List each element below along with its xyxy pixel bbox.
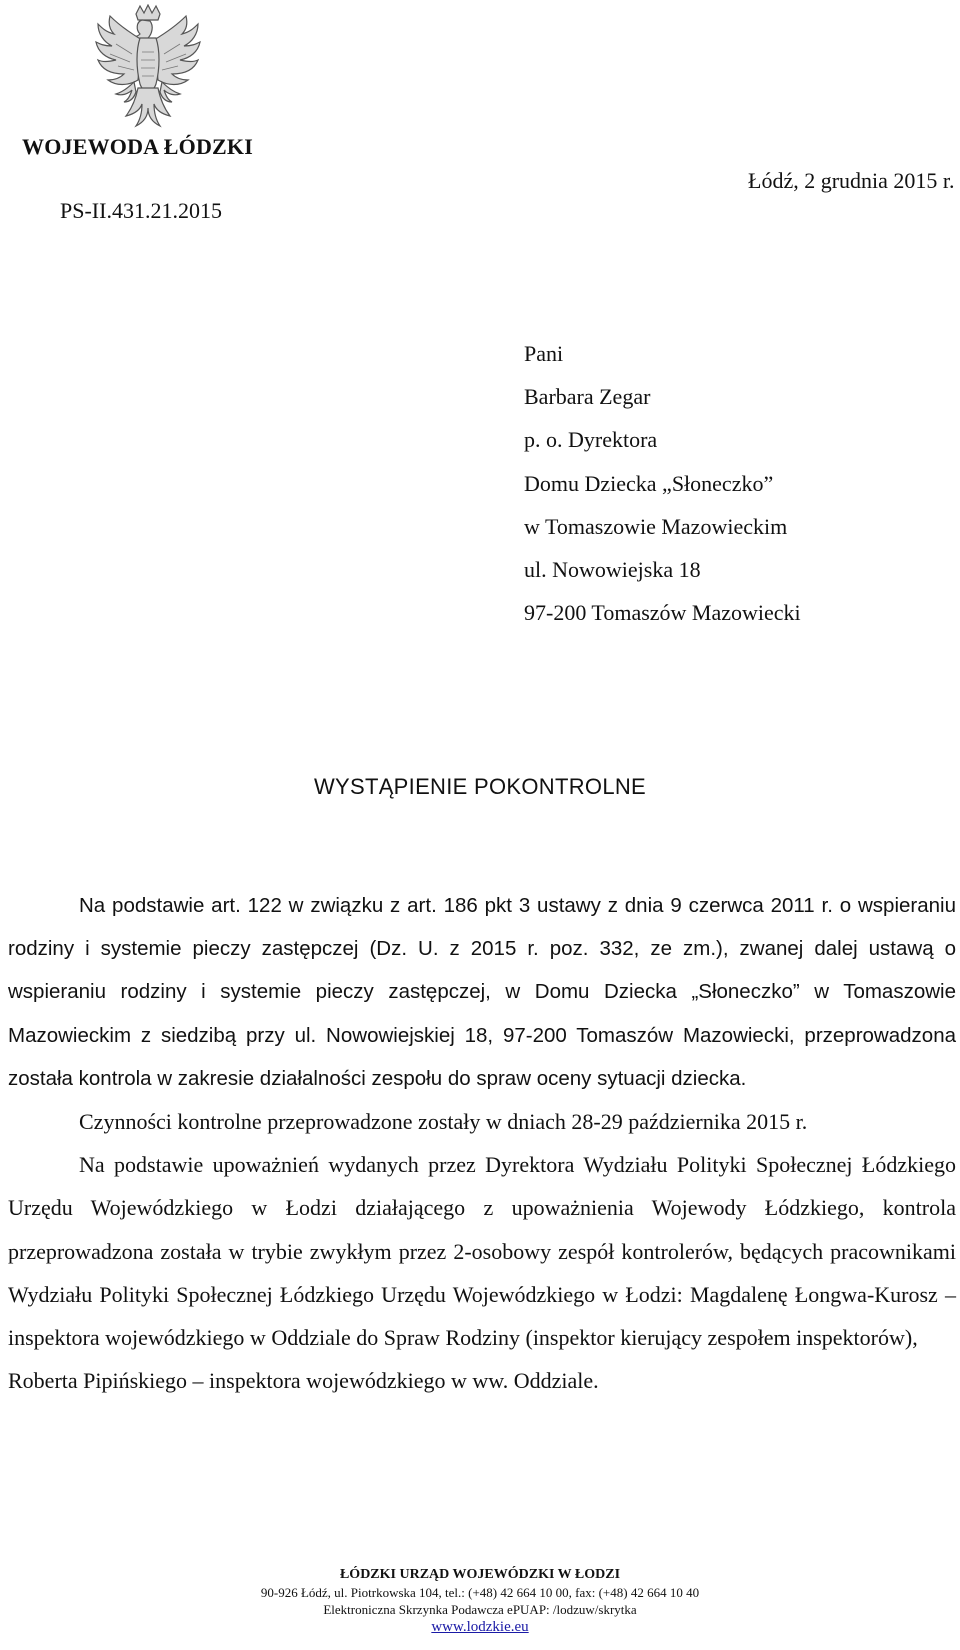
body-paragraph: Na podstawie upoważnień wydanych przez Dyrektora Wydziału Polityki Społecznej Łódzkiego Urzędu Wojewódzkiego w Łodzi działającego z upoważnienia Wojewody Łódzkiego, kontrola przeprowadzona została w trybie zwykłym przez 2-osobowy zespół kontrolerów, będących pracownikami Wydziału Polityki Społecznej Łódzkiego Urzędu Wojewódzkiego w Łodzi: Magdalenę Łongwa-Kurosz – inspektora wojewódzkiego w Oddziale do Spraw Rodziny (inspektor kierujący zespołem inspektorów), xyxy=(8,1152,956,1351)
footer-epuap: Elektroniczna Skrzynka Podawcza ePUAP: /lodzuw/skrytka xyxy=(323,1602,637,1617)
polish-eagle-emblem-icon xyxy=(92,4,204,134)
addressee-line: Barbara Zegar xyxy=(524,384,651,410)
addressee-line: p. o. Dyrektora xyxy=(524,427,658,453)
addressee-line: 97-200 Tomaszów Mazowiecki xyxy=(524,600,801,626)
footer-address: 90-926 Łódź, ul. Piotrkowska 104, tel.: (+48) 42 664 10 00, fax: (+48) 42 664 10 40 xyxy=(260,1585,700,1600)
addressee-line: Domu Dziecka „Słoneczko” xyxy=(524,470,774,496)
page-footer xyxy=(0,1566,960,1637)
addressee-line: Pani xyxy=(524,341,564,366)
reference-number: PS-II.431.21.2015 xyxy=(60,198,222,223)
addressee-block xyxy=(524,332,801,634)
body-paragraph: Na podstawie art. 122 w związku z art. 186 pkt 3 ustawy z dnia 9 czerwca 2011 r. o wspieraniu rodziny i systemie pieczy zastępczej (Dz. U. z 2015 r. poz. 332, ze zm.), zwanej dalej ustawą o wspieraniu rodziny i systemie pieczy zastępczej, w Domu Dziecka „Słoneczko” w Tomaszowie Mazowieckim z siedzibą przy ul. Nowowiejskiej 18, 97-200 Tomaszów Mazowiecki, przeprowadzona została kontrola w zakresie działalności zespołu do spraw oceny sytuacji dziecka. xyxy=(8,894,956,1090)
body-paragraph: Roberta Pipińskiego – inspektora wojewódzkiego w ww. Oddziale. xyxy=(8,1368,599,1394)
addressee-line: w Tomaszowie Mazowieckim xyxy=(524,513,788,539)
footer-website-link[interactable]: www.lodzkie.eu xyxy=(431,1619,529,1635)
document-title: WYSTĄPIENIE POKONTROLNE xyxy=(313,774,647,799)
issuer-name: WOJEWODA ŁÓDZKI xyxy=(22,134,253,159)
letter-date: Łódź, 2 grudnia 2015 r. xyxy=(748,168,955,193)
body-paragraph: Czynności kontrolne przeprowadzone zostały w dniach 28-29 października 2015 r. xyxy=(79,1109,808,1135)
addressee-line: ul. Nowowiejska 18 xyxy=(524,556,701,582)
document-body xyxy=(8,884,956,1402)
footer-office-name: ŁÓDZKI URZĄD WOJEWÓDZKI W ŁODZI xyxy=(339,1567,621,1582)
